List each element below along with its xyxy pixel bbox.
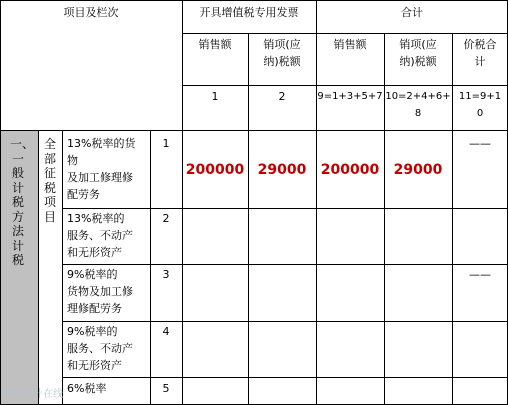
row-line <box>182 85 508 86</box>
header-output-tax-total: 销项(应 纳)税额 <box>399 38 437 68</box>
header-special-invoice: 开具增值税专用发票 <box>199 6 299 19</box>
col-number-1: 1 <box>211 90 219 103</box>
col-number-10: 10=2+4+6+ 8 <box>385 91 451 119</box>
col-line <box>62 130 63 405</box>
row-4-label: 9%税率的 服务、不动产 和无形资产 <box>67 325 133 372</box>
table-border-left <box>0 0 1 405</box>
header-items-cols: 项目及栏次 <box>63 6 119 19</box>
row-line <box>62 321 508 322</box>
col-number-11: 11=9+1 0 <box>458 91 502 119</box>
header-sales: 销售额 <box>198 38 232 51</box>
col-line <box>316 0 317 405</box>
col-number-9: 9=1+3+5+7 <box>317 91 383 102</box>
row-1-tax-total: 29000 <box>393 162 443 178</box>
row-1-sales-total: 200000 <box>320 162 380 178</box>
row-1-tax: 29000 <box>257 162 307 178</box>
header-total: 合计 <box>401 6 423 19</box>
watermark-text: 东奥会计在线 <box>3 389 63 400</box>
row-2-number: 2 <box>162 212 170 225</box>
table-border-top <box>0 0 508 1</box>
col-line <box>38 130 39 405</box>
row-line <box>62 208 508 209</box>
category-full-levy: 全部征税项目 <box>43 137 56 224</box>
col-number-2: 2 <box>278 90 286 103</box>
row-line <box>62 377 508 378</box>
row-line <box>0 130 508 131</box>
row-1-label: 13%税率的货 物 及加工修理修 配劳务 <box>67 137 136 201</box>
row-line <box>182 33 508 34</box>
row-line <box>62 264 508 265</box>
row-1-price-tax-total: —— <box>469 137 491 150</box>
row-5-label: 6%税率 <box>67 382 107 395</box>
row-1-number: 1 <box>162 137 170 150</box>
header-sales-total: 销售额 <box>333 38 367 51</box>
header-output-tax: 销项(应 纳)税额 <box>263 38 301 68</box>
row-5-number: 5 <box>162 382 170 395</box>
category-general-method: 一、一般计税方法计税 <box>10 137 35 267</box>
header-price-tax-total: 价税合 计 <box>463 38 497 68</box>
row-2-label: 13%税率的 服务、不动产 和无形资产 <box>67 212 133 259</box>
row-4-number: 4 <box>162 325 170 338</box>
row-1-sales: 200000 <box>185 162 245 178</box>
col-line <box>182 0 183 405</box>
row-3-price-tax-total: —— <box>469 268 491 281</box>
row-3-label: 9%税率的 货物及加工修 理修配劳务 <box>67 268 133 315</box>
row-3-number: 3 <box>162 268 170 281</box>
